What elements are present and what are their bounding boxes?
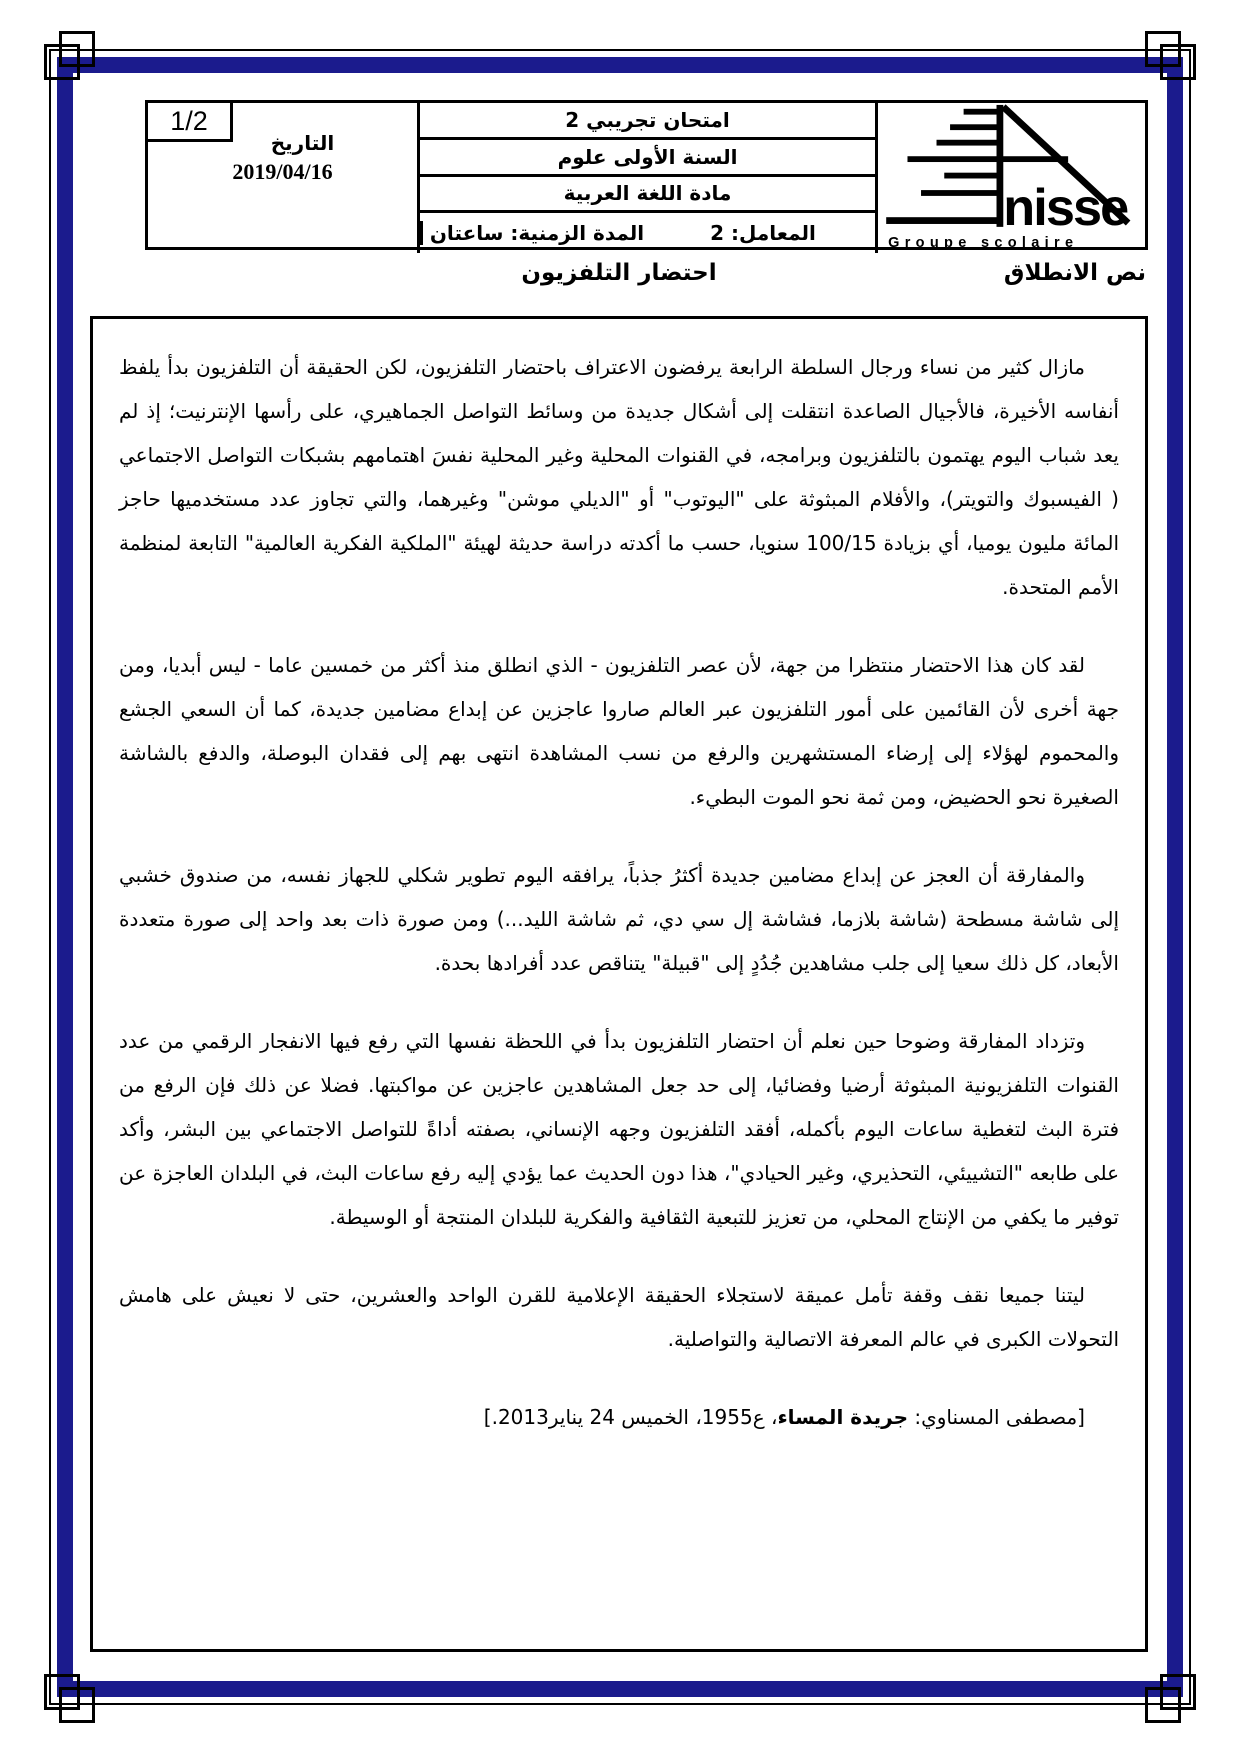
corner-square: [1145, 1687, 1181, 1723]
exam-subject: مادة اللغة العربية: [420, 177, 875, 214]
source-prefix: [مصطفى المسناوي:: [907, 1405, 1085, 1429]
source-journal: جريدة المساء: [777, 1405, 908, 1429]
source-suffix: ، ع1955، الخميس 24 يناير2013.]: [483, 1405, 778, 1429]
logo-brand-text: nisse: [1002, 178, 1127, 237]
paragraph-4: وتزداد المفارقة وضوحا حين نعلم أن احتضار التلفزيون بدأ في اللحظة نفسها التي رفع فيها الانفجار الرقمي من عدد القنوات التلفزيونية المبثوثة أرضيا وفضائيا، إلى حد جعل المشاهدين عاجزين عن مواكبتها. فضلا عن ذلك فإن الرفع من فترة البث لتغطية ساعات اليوم بأكمله، أفقد التلفزيون وجهه الإنساني، بصفته أداةً للتواصل الاجتماعي بين البشر، وأكد على طابعه "التشييئي، التحذيري، وغير الحيادي"، هذا دون الحديث عما يؤدي إليه رفع ساعات البث، في البلدان العاجزة عن توفير ما يكفي من الإنتاج المحلي، من تعزيز للتبعية الثقافية والفكرية للبلدان المنتجة أو الوسيطة.: [119, 1029, 1119, 1229]
corner-ornament-bottom-right: [1130, 1644, 1240, 1754]
text-title: احتضار التلفزيون: [521, 260, 717, 286]
paragraph-2: لقد كان هذا الاحتضار منتظرا من جهة، لأن عصر التلفزيون - الذي انطلق منذ أكثر من خمسين عاما - ليس أبديا، ومن جهة أخرى لأن القائمين على أمور التلفزيون عبر العالم صاروا عاجزين عن إبداع مضامين جديدة، كما أن السعي الجشع والمحموم لهؤلاء إلى إرضاء المستشهرين والرفع من نسب المشاهدة انتهى بهم إلى فقدان البوصلة، والدفع بالشاشة الصغيرة نحو الحضيض، ومن ثمة نحو الموت البطيء.: [119, 653, 1119, 809]
school-logo-cell: [875, 103, 1145, 253]
exam-duration: المدة الزمنية: ساعتان: [420, 221, 651, 245]
exam-title: امتحان تجريبي 2: [420, 103, 875, 140]
date-cell: [148, 103, 420, 253]
page-number: 1/2: [170, 105, 208, 136]
header-table: [145, 100, 1148, 250]
page-number-box: [148, 103, 233, 142]
corner-ornament-bottom-left: [0, 1644, 110, 1754]
corner-ornament-top-left: [0, 0, 110, 110]
source-text-box: [90, 316, 1148, 1652]
paragraph-1: مازال كثير من نساء ورجال السلطة الرابعة يرفضون الاعتراف باحتضار التلفزيون، لكن الحقيقة أن التلفزيون بدأ يلفظ أنفاسه الأخيرة، فالأجيال الصاعدة انتقلت إلى أشكال جديدة من وسائط التواصل الجماهيري، على رأسها الإنترنيت؛ إذ لم يعد شباب اليوم يهتمون بالتلفزيون وبرامجه، في القنوات المحلية وغير المحلية نفسَ اهتمامهم بشبكات التواصل الاجتماعي ( الفيسبوك والتويتر)، والأفلام المبثوثة على "اليوتوب" أو "الديلي موشن" وغيرهما، والتي تجاوز عدد مستخدميها حاجز المائة مليون يوميا، أي بزيادة 100/15 سنويا، حسب ما أكدته دراسة حديثة لهيئة "الملكية الفكرية العالمية" التابعة لمنظمة الأمم المتحدة.: [119, 355, 1120, 599]
paragraph-3: والمفارقة أن العجز عن إبداع مضامين جديدة أكثرُ جذباً، يرافقه اليوم تطوير شكلي للجهاز نفسه، من صندوق خشبي إلى شاشة مسطحة (شاشة بلازما، فشاشة إل سي دي، ثم شاشة الليد...) ومن صورة ذات بعد واحد إلى صورة متعددة الأبعاد، كل ذلك سعيا إلى جلب مشاهدين جُدُدٍ إلى "قبيلة" يتناقص عدد أفرادها بحدة.: [119, 863, 1119, 975]
source-citation: [119, 1395, 1119, 1439]
date-label: التاريخ: [270, 131, 335, 155]
exam-coefficient: المعامل: 2: [710, 221, 816, 246]
logo-subtitle: Groupe scolaire: [887, 235, 1078, 252]
date-value: 2019/04/16: [232, 159, 333, 184]
corner-ornament-top-right: [1130, 0, 1240, 110]
exam-info-cell: [420, 103, 875, 253]
corner-square: [59, 31, 95, 67]
intro-row: [90, 252, 1148, 312]
exam-meta-row: [420, 213, 875, 253]
anisse-logo: [883, 103, 1141, 253]
paragraph-5: ليتنا جميعا نقف وقفة تأمل عميقة لاستجلاء الحقيقة الإعلامية للقرن الواحد والعشرين، حتى لا نعيش على هامش التحولات الكبرى في عالم المعرفة الاتصالية والتواصلية.: [119, 1283, 1119, 1351]
corner-square: [59, 1687, 95, 1723]
intro-label: نص الانطلاق: [1003, 260, 1146, 286]
corner-square: [1145, 31, 1181, 67]
exam-level: السنة الأولى علوم: [420, 140, 875, 177]
